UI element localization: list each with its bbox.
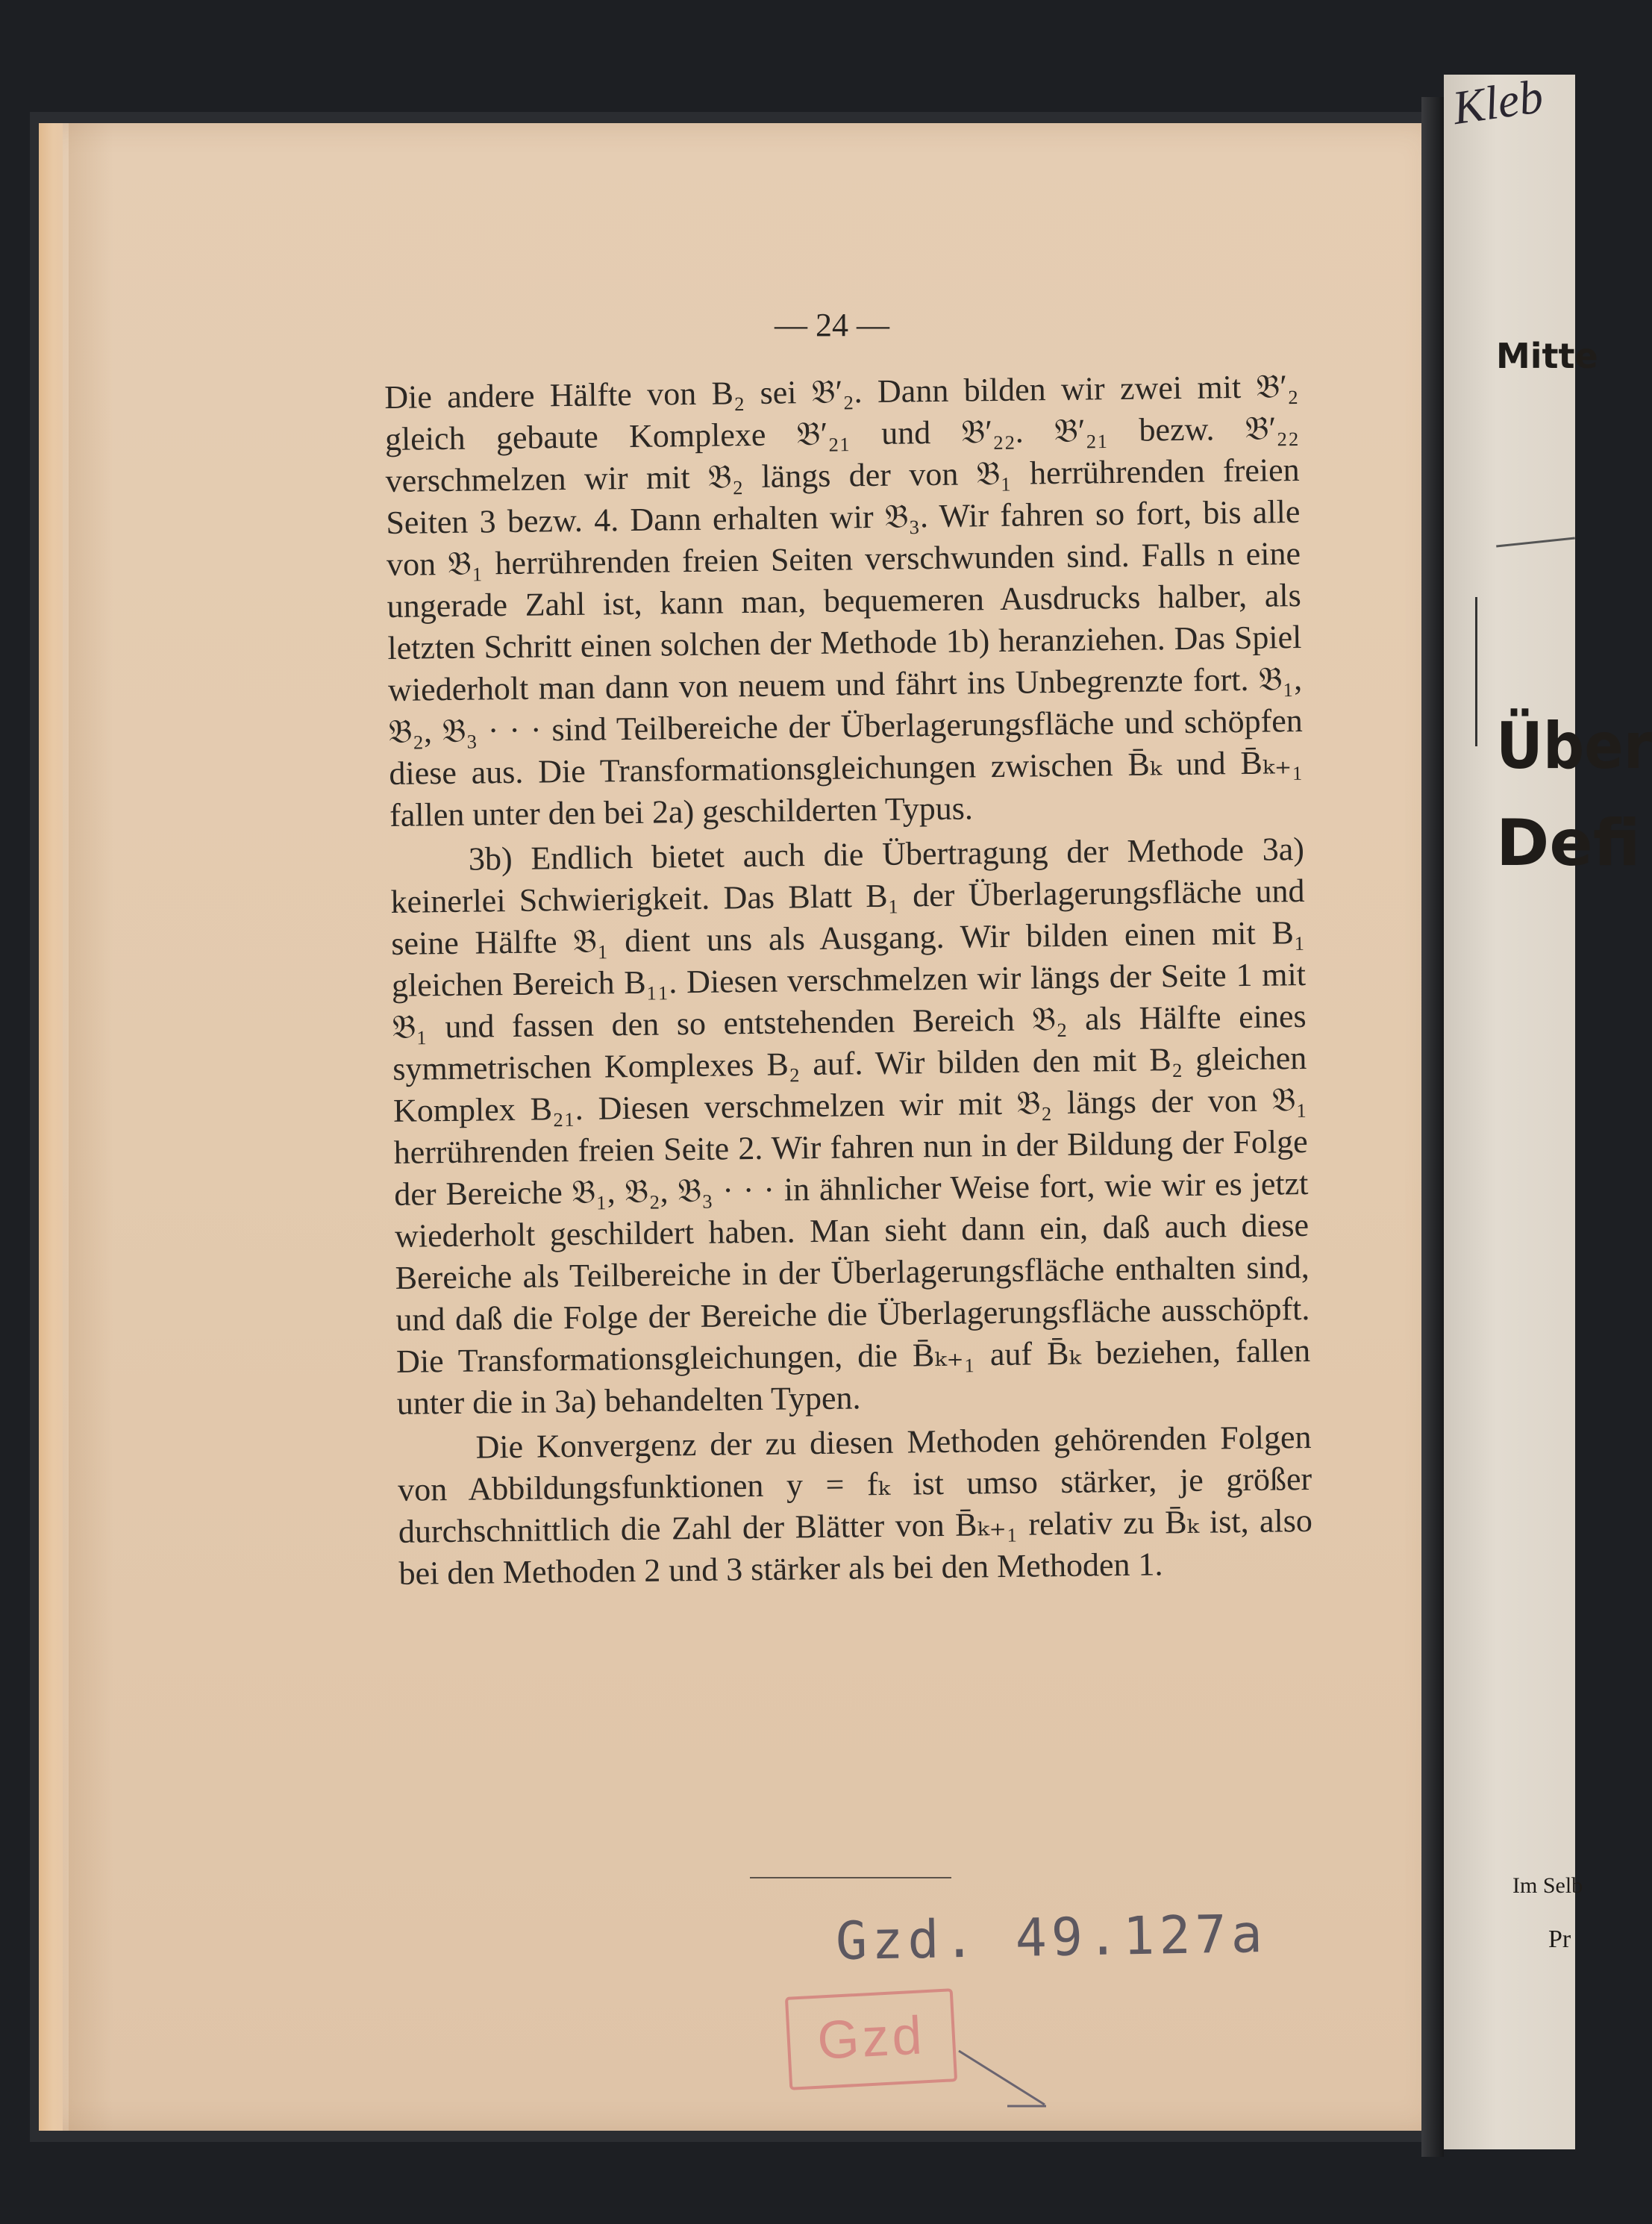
adjacent-page bbox=[1444, 69, 1652, 2149]
end-rule bbox=[750, 1877, 951, 1878]
adjacent-heading-uber: Über bbox=[1496, 709, 1652, 784]
adjacent-rule bbox=[1496, 537, 1575, 547]
page-number: — 24 — bbox=[775, 307, 889, 343]
body-text bbox=[384, 366, 1313, 1595]
adjacent-text-pr: Pr bbox=[1548, 1925, 1571, 1953]
paragraph-3: Die Konvergenz der zu diesen Methoden gehörenden Folgen von Abbildungsfunktionen y = fₖ ist umso stärker, je größer durchschnittlich die Zahl der Blätter von B̄ₖ₊₁ relativ zu B̄ₖ ist, also bei den Methoden 2 und 3 stärker als bei den Methoden 1. bbox=[397, 1418, 1313, 1592]
shelfmark-handwritten: Gzd. 49.127a bbox=[835, 1902, 1268, 1972]
page-edge bbox=[39, 123, 63, 2131]
adjacent-heading-defi: Defi bbox=[1496, 806, 1641, 881]
library-stamp: Gzd bbox=[785, 1988, 957, 2090]
book-gutter bbox=[1421, 97, 1444, 2157]
pencil-arrow-icon bbox=[955, 2045, 1052, 2112]
paragraph-2: 3b) Endlich bietet auch die Übertragung der Methode 3a) keinerlei Schwierigkeit. Das Blatt B₁ der Überlagerungsfläche und seine Hälfte 𝔅₁ dient uns als Ausgang. Wir bilden einen mit B₁ gleichen Bereich B₁₁. Diesen verschmelzen wir längs der Seite 1 mit 𝔅₁ und fassen den so entstehenden Bereich 𝔅₂ als Hälfte eines symmetrischen Komplexes B₂ auf. Wir bilden den mit B₂ gleichen Komplex B₂₁. Diesen verschmelzen wir mit 𝔅₂ längs der von 𝔅₁ herrührenden freien Seite 2. Wir fahren nun in der Bildung der Folge der Bereiche 𝔅₁, 𝔅₂, 𝔅₃ · · · in ähnlicher Weise fort, wie wir es jetzt wiederholt geschildert haben. Man sieht dann ein, daß auch diese Bereiche als Teilbereiche in der Überlagerungsfläche enthalten sind, und daß die Folge der Bereiche die Überlagerungsfläche ausschöpft. Die Transformationsgleichungen, die B̄ₖ₊₁ auf B̄ₖ beziehen, fallen unter die in 3a) behandelten Typen. bbox=[390, 830, 1311, 1422]
adjacent-text-imselb: Im Selb bbox=[1512, 1873, 1583, 1898]
adjacent-word-mitte: Mitte bbox=[1496, 336, 1598, 376]
adjacent-vline bbox=[1475, 597, 1477, 746]
page-fold-shadow bbox=[69, 123, 113, 2131]
adjacent-handwriting: Kleb bbox=[1449, 69, 1547, 135]
paragraph-1: Die andere Hälfte von B₂ sei 𝔅′₂. Dann bilden wir zwei mit 𝔅′₂ gleich gebaute Komplexe 𝔅′₂₁ und 𝔅′₂₂. 𝔅′₂₁ bezw. 𝔅′₂₂ verschmelzen wir mit 𝔅₂ längs der von 𝔅₁ herrührenden freien Seiten 3 bezw. 4. Dann erhalten wir 𝔅₃. Wir fahren so fort, bis alle von 𝔅₁ herrührenden freien Seiten verschwunden sind. Falls n eine ungerade Zahl ist, kann man, bequemeren Ausdrucks halber, als letzten Schritt einen solchen der Methode 1b) heranziehen. Das Spiel wiederholt man dann von neuem und fährt ins Unbegrenzte fort. 𝔅₁, 𝔅₂, 𝔅₃ · · · sind Teilbereiche der Überlagerungsfläche und schöpfen diese aus. Die Transformationsgleichungen zwischen B̄ₖ und B̄ₖ₊₁ fallen unter den bei 2a) geschilderten Typus. bbox=[384, 368, 1304, 834]
